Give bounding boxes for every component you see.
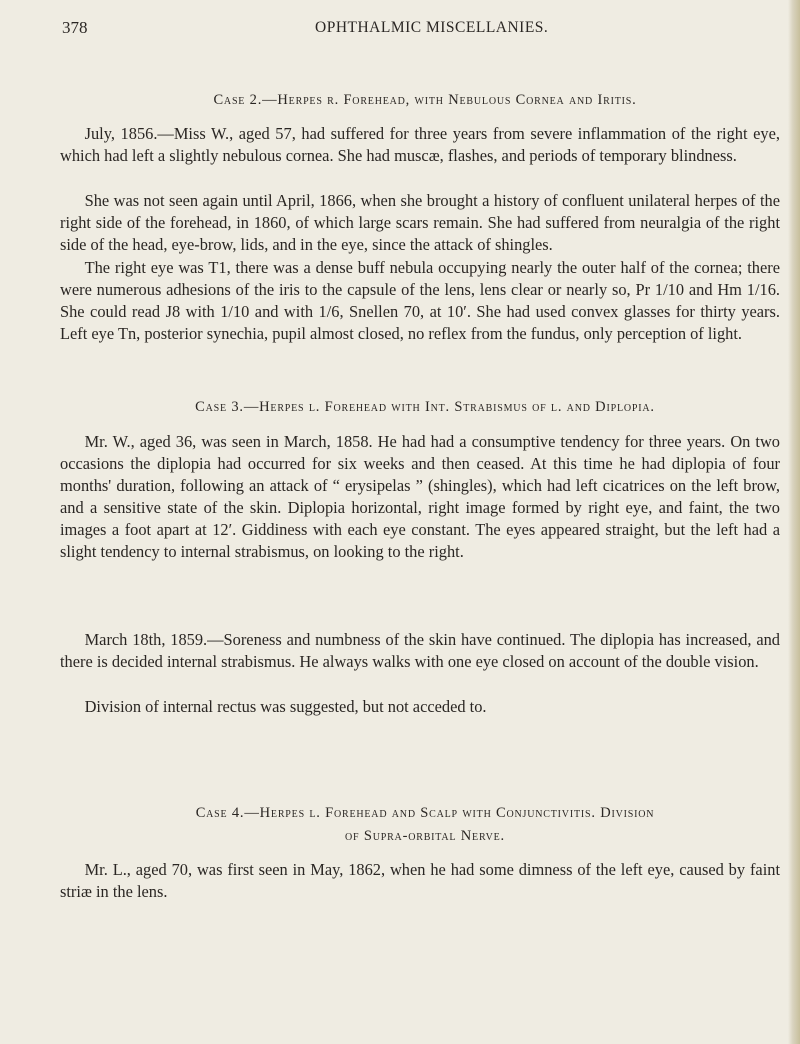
case-2-paragraph-3: The right eye was T1, there was a dense buff nebula occupying nearly the outer half of the cornea; there were numerous adhesions of the iris to the capsule of the lens, lens clear or nearly so, Pr 1/10 and Hm 1/16. She could read J8 with 1/10 and with 1/6, Snellen 70, at 10′. She had used convex glasses for thirty years. Left eye Tn, posterior synechia, pupil almost closed, no reflex from the fundus, only perception of light.	[60, 258, 780, 344]
case-3-paragraph-2: March 18th, 1859.—Soreness and numbness of the skin have continued. The diplopia has increased, and there is decided internal strabismus. He always walks with one eye closed on account of the double vision.	[60, 630, 780, 672]
case-4-paragraph-1: Mr. L., aged 70, was first seen in May, 1862, when he had some dimness of the left eye, caused by faint striæ in the lens.	[60, 860, 780, 902]
page-edge-shadow	[788, 0, 800, 1044]
case-3-paragraph-3: Division of internal rectus was suggested, but not acceded to.	[84, 697, 487, 716]
case-4-heading-line-2: of Supra-orbital Nerve.	[345, 828, 505, 844]
case-3-paragraph-1: Mr. W., aged 36, was seen in March, 1858. He had had a consumptive tendency for three years. On two occasions the diplopia had occurred for six weeks and then ceased. At this time he had diplopia of four months' duration, following an attack of “ erysipelas ” (shingles), which had left cicatrices on the left brow, and a sensitive state of the skin. Diplopia horizontal, right image formed by right eye, and faint, the two images a foot apart at 12′. Giddiness with each eye constant. The eyes appeared straight, but the left had a slight tendency to internal strabismus, on looking to the right.	[60, 432, 780, 562]
case-2-paragraph-2: She was not seen again until April, 1866, when she brought a history of confluent unilateral herpes of the right side of the forehead, in 1860, of which large scars remain. She had suffered from neuralgia of the right side of the head, eye-brow, lids, and in the eye, since the attack of shingles.	[60, 191, 780, 255]
case-4-heading	[60, 802, 790, 848]
case-3-heading	[60, 396, 790, 419]
case-3-heading-text: Case 3.—Herpes l. Forehead with Int. Strabismus of l. and Diplopia.	[195, 399, 655, 415]
page-number: 378	[62, 18, 88, 37]
running-title: OPHTHALMIC MISCELLANIES.	[315, 19, 549, 36]
case-2-paragraph-1: July, 1856.—Miss W., aged 57, had suffered for three years from severe inflammation of the right eye, which had left a slightly nebulous cornea. She had muscæ, flashes, and periods of temporary blindness.	[60, 124, 780, 166]
case-2-heading-text: Case 2.—Herpes r. Forehead, with Nebulous Cornea and Iritis.	[213, 92, 637, 108]
case-2-heading	[60, 89, 790, 112]
case-4-heading-line-1: Case 4.—Herpes l. Forehead and Scalp with Conjunctivitis. Division	[195, 805, 655, 821]
running-head	[62, 18, 762, 42]
